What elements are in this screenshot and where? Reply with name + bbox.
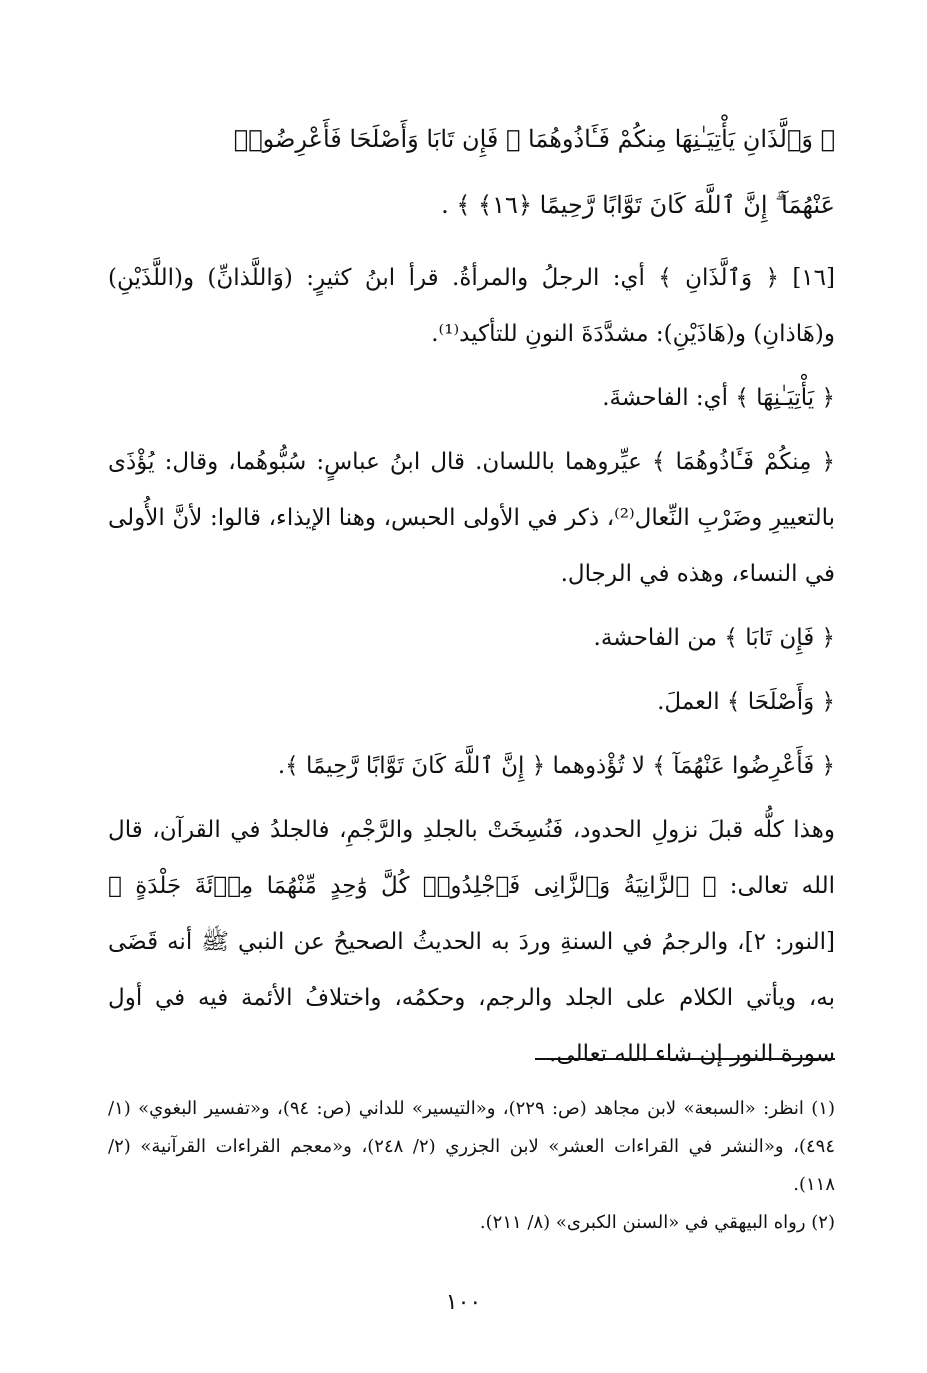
commentary-paragraph: [١٦] ﴿ وَٱلَّذَانِ ﴾ أي: الرجلُ والمرأةُ. قرأ ابنُ كثيرٍ: (وَاللَّذانِّ) و(اللَّذَيْنِ) و(هَاذانِ) و(هَاذَيْنِ): مشدَّدَةَ النونِ للتأكيد⁽¹⁾. [108,265,835,347]
commentary-paragraph: وهذا كلُّه قبلَ نزولِ الحدود، فَنُسِخَتْ بالجلدِ والرَّجْمِ، فالجلدُ في القرآن، قال الله تعالى: ﴿ ٱلزَّانِيَةُ وَٱلزَّانِى فَٱجْلِدُوا۟ كُلَّ وَٰحِدٍ مِّنْهُمَا مِا۟ئَةَ جَلْدَةٍ ﴾ [النور: ٢]، والرجمُ في السنةِ وردَ به الحديثُ الصحيحُ عن النبي ﷺ أنه قَضَى به، ويأتي الكلام على الجلد والرجم، وحكمُه، واختلافُ الأئمة فيه في أول سورة النور إن شاء الله تعالى. [108,817,835,1067]
footnote-1: (١) انظر: «السبعة» لابن مجاهد (ص: ٢٢٩)، و«التيسير» للداني (ص: ٩٤)، و«تفسير البغوي» (١/ ٤٩٤)، و«النشر في القراءات العشر» لابن الجزري (٢/ ٢٤٨)، و«معجم القراءات القرآنية» (٢/ ١١٨). [108,1098,835,1195]
commentary-paragraph: ﴿ فَإِن تَابَا ﴾ من الفاحشة. [593,625,835,651]
main-text [108,106,835,1082]
page-number: ١٠٠ [445,1290,482,1315]
footnote-2: (٢) رواه البيهقي في «السنن الكبرى» (٨/ ٢١١). [479,1212,835,1233]
verse-quote [108,106,835,238]
verse-line-1: ﴿ وَٱلَّذَانِ يَأْتِيَـٰنِهَا مِنكُمْ فَـَٔاذُوهُمَا ۖ فَإِن تَابَا وَأَصْلَحَا فَأَعْرِضُوا۟ [233,125,835,153]
footnotes [108,1090,835,1242]
commentary-paragraph: ﴿ يَأْتِيَـٰنِهَا ﴾ أي: الفاحشةَ. [602,385,835,411]
commentary-paragraph: ﴿ وَأَصْلَحَا ﴾ العملَ. [657,689,835,715]
verse-line-2: عَنْهُمَآ ۗ إِنَّ ٱللَّهَ كَانَ تَوَّابًا رَّحِيمًا ﴿١٦﴾ ﴾ . [441,191,835,219]
commentary-paragraph: ﴿ مِنكُمْ فَـَٔاذُوهُمَا ﴾ عيِّروهما باللسان. قال ابنُ عباسٍ: سُبُّوهُما، وقال: يُؤْذَى بالتعييرِ وضَرْبِ النِّعال⁽²⁾، ذكر في الأولى الحبس، وهنا الإيذاء، قالوا: لأنَّ الأُولى في النساء، وهذه في الرجال. [108,449,835,587]
commentary-paragraph: ﴿ فَأَعْرِضُوا عَنْهُمَآ ﴾ لا تُؤْذوهما ﴿ إِنَّ ٱللَّهَ كَانَ تَوَّابًا رَّحِيمًا ﴾. [277,753,835,779]
footnote-divider [535,1058,835,1060]
